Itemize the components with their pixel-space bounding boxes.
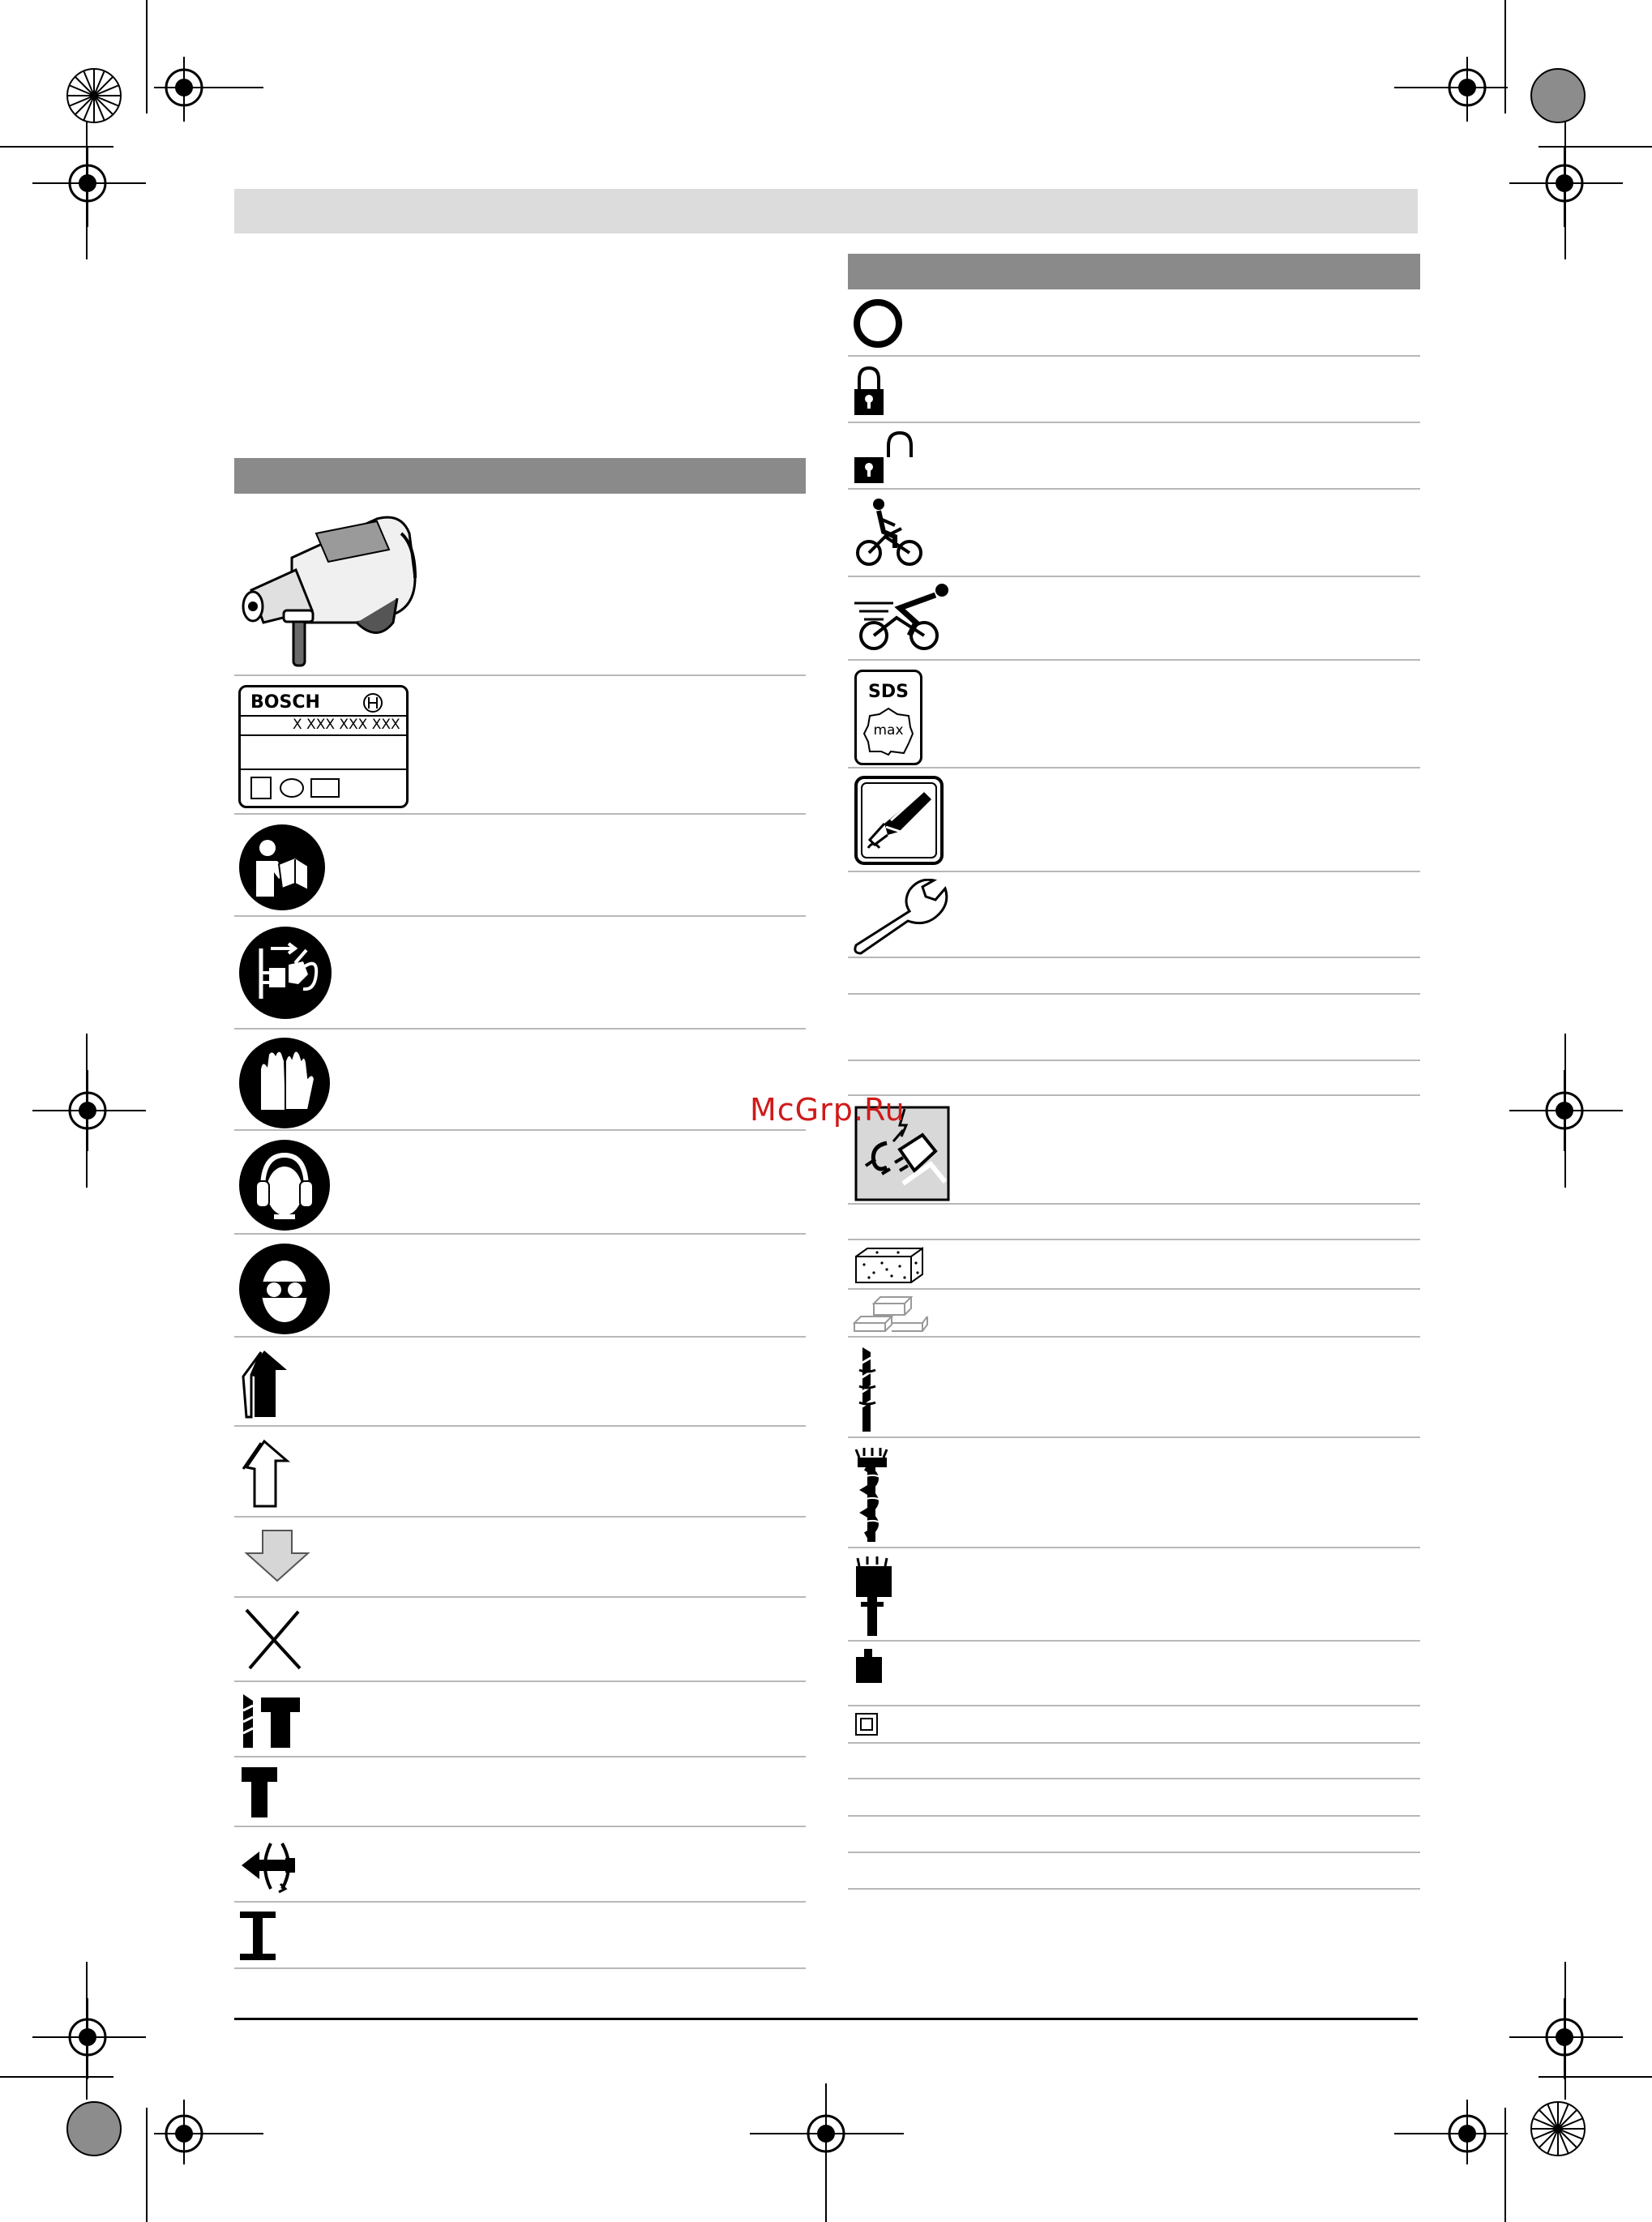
registration-crosshair-icon xyxy=(1509,1998,1623,2079)
action-arrow-outline-icon xyxy=(240,1436,292,1509)
wear-gloves-icon xyxy=(238,1037,331,1129)
row-divider xyxy=(848,1094,1420,1096)
registration-crosshair-icon xyxy=(746,2100,908,2164)
brick-material-icon xyxy=(853,1294,929,1333)
sds-max-icon xyxy=(854,670,922,765)
row-divider xyxy=(848,355,1420,357)
registration-crosshair-icon xyxy=(32,1998,146,2079)
registration-crosshair-icon xyxy=(32,146,146,227)
star-target-icon xyxy=(65,66,123,125)
row-divider xyxy=(234,1967,806,1969)
row-divider xyxy=(848,1815,1420,1817)
row-divider xyxy=(234,1596,806,1598)
cyclist-fast-icon xyxy=(851,582,953,653)
row-divider xyxy=(848,1060,1420,1061)
cyclist-slow-icon xyxy=(853,496,926,569)
off-position-icon xyxy=(851,297,905,350)
forbidden-cross-icon xyxy=(243,1607,305,1672)
drill-bit-icon xyxy=(853,1346,882,1435)
row-divider xyxy=(848,576,1420,577)
row-divider xyxy=(234,1129,806,1131)
nameplate-icon xyxy=(238,685,409,808)
row-divider xyxy=(234,1680,806,1682)
rotation-direction-icon xyxy=(238,1835,300,1897)
grey-target-icon xyxy=(1529,66,1587,125)
row-divider xyxy=(234,1233,806,1235)
right-column-header xyxy=(848,254,1420,289)
row-divider xyxy=(848,1888,1420,1890)
row-divider xyxy=(234,674,806,676)
row-divider xyxy=(234,813,806,815)
lock-closed-icon xyxy=(851,365,887,418)
row-divider xyxy=(234,1756,806,1757)
registration-crosshair-icon xyxy=(146,57,276,122)
page-footer-rule xyxy=(234,2018,1418,2020)
row-divider xyxy=(848,659,1420,661)
action-arrow-filled-icon xyxy=(240,1347,292,1420)
row-divider xyxy=(848,767,1420,768)
row-divider xyxy=(848,422,1420,423)
grey-target-icon xyxy=(65,2100,123,2158)
unplug-before-work-icon xyxy=(238,926,332,1020)
part-number-label: X XXX XXX XXX xyxy=(293,717,400,733)
wrench-icon xyxy=(851,879,957,957)
chiselling-mode-icon xyxy=(240,1764,280,1821)
brand-label: BOSCH xyxy=(250,692,320,713)
row-divider xyxy=(848,1742,1420,1744)
row-divider xyxy=(234,1901,806,1903)
core-bit-icon xyxy=(853,1446,892,1545)
row-divider xyxy=(848,1852,1420,1853)
row-divider xyxy=(848,993,1420,995)
row-divider xyxy=(848,871,1420,872)
row-divider xyxy=(234,1826,806,1827)
max-label: max xyxy=(873,722,904,739)
row-divider xyxy=(234,1425,806,1427)
plate-oval-mark xyxy=(280,778,304,798)
star-target-icon xyxy=(1529,2100,1587,2158)
lubricant-grease-icon xyxy=(854,775,944,866)
i-beam-icon xyxy=(238,1910,279,1962)
lock-open-icon xyxy=(851,430,919,486)
plate-divider xyxy=(241,734,406,736)
weight-icon xyxy=(854,1647,884,1685)
row-divider xyxy=(848,1288,1420,1290)
row-divider xyxy=(848,1239,1420,1240)
bosch-armature-icon xyxy=(362,692,383,713)
action-arrow-down-icon xyxy=(243,1527,311,1584)
row-divider xyxy=(848,488,1420,490)
registration-crosshair-icon xyxy=(146,2100,276,2164)
row-divider xyxy=(234,1028,806,1030)
registration-crosshair-icon xyxy=(1509,1070,1623,1151)
row-divider xyxy=(848,1778,1420,1779)
row-divider xyxy=(848,1705,1420,1706)
plate-square-mark xyxy=(250,777,272,799)
row-divider xyxy=(848,1547,1420,1548)
wear-ear-protection-icon xyxy=(238,1139,331,1231)
rotary-hammer-icon xyxy=(235,501,417,671)
plate-divider xyxy=(241,768,406,770)
protection-class-icon xyxy=(854,1712,879,1736)
registration-crosshair-icon xyxy=(32,1070,146,1151)
page-header-band xyxy=(234,189,1418,233)
row-divider xyxy=(848,1203,1420,1205)
left-column-header xyxy=(234,458,806,494)
row-divider xyxy=(234,1336,806,1338)
row-divider xyxy=(848,1640,1420,1642)
porous-material-icon xyxy=(853,1245,926,1284)
hammer-drilling-mode-icon xyxy=(238,1689,303,1751)
registration-crosshair-icon xyxy=(1386,2100,1516,2164)
registration-crosshair-icon xyxy=(1386,57,1516,122)
registration-crosshair-icon xyxy=(1509,146,1623,227)
plate-rect-mark xyxy=(310,778,340,798)
row-divider xyxy=(234,1516,806,1518)
wear-eye-protection-icon xyxy=(238,1243,331,1335)
read-manual-icon xyxy=(238,824,326,911)
row-divider xyxy=(848,1436,1420,1438)
row-divider xyxy=(848,1336,1420,1338)
hollow-core-bit-icon xyxy=(853,1555,898,1641)
row-divider xyxy=(234,915,806,917)
sds-label: SDS xyxy=(868,682,909,702)
row-divider xyxy=(848,957,1420,958)
watermark-text: McGrp.Ru xyxy=(750,1092,905,1128)
